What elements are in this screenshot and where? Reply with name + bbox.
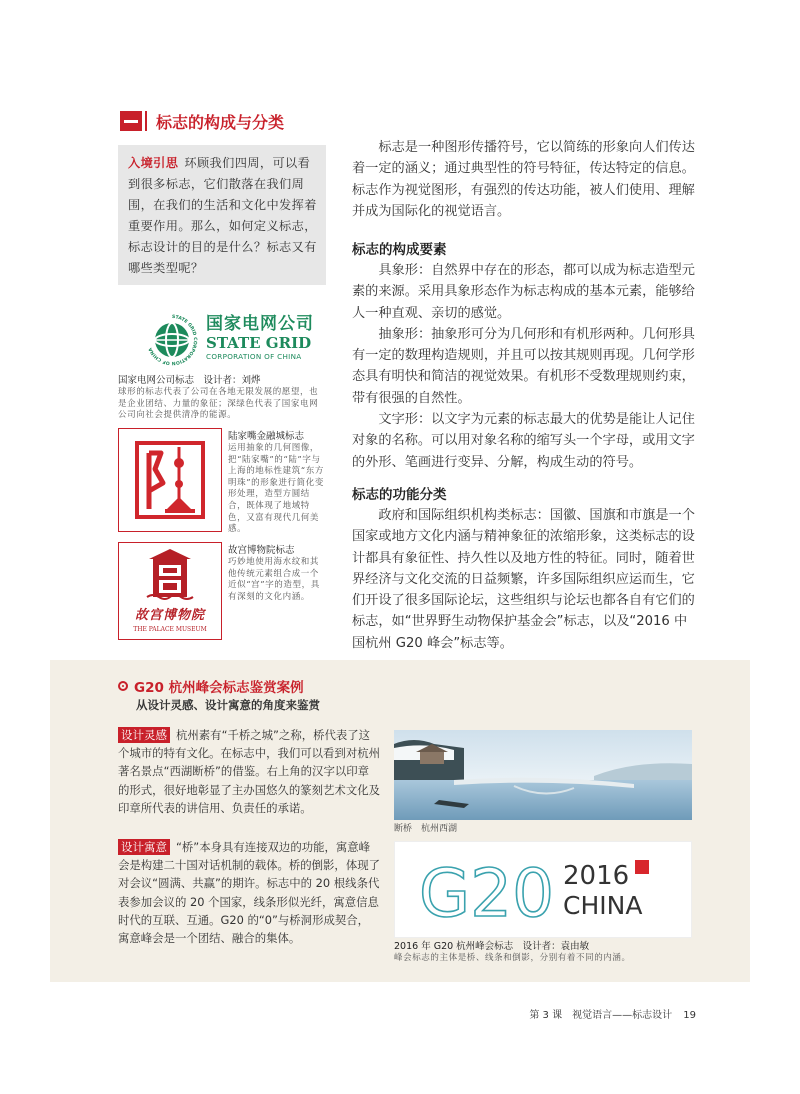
target-icon [118, 681, 128, 691]
intro-text: 环顾我们四周，可以看到很多标志，它们散落在我们周围，在我们的生活和文化中发挥着重要作用。那么，如何定义标志，标志设计的目的是什么？标志又有哪些类型呢？ [128, 156, 317, 275]
palace-cn-name: 故宫博物院 [134, 608, 205, 623]
inspiration-block [118, 726, 380, 817]
photo-caption: 断桥 杭州西湖 [394, 824, 458, 834]
g20-caption-text: 峰会标志的主体是桥、线条和倒影，分别有着不同的内涵。 [394, 953, 631, 963]
palace-emblem-icon [119, 543, 221, 603]
lujiazui-caption [228, 431, 324, 536]
intro-paragraph: 标志是一种图形传播符号，它以简练的形象向人们传达着一定的涵义；通过典型性的符号特征，传达特定的信息。标志作为视觉图形，有强烈的传达功能，被人们使用、理解并成为国际化的视觉语言。 [352, 140, 695, 219]
g20-caption [394, 941, 694, 965]
g20-country-text: CHINA [563, 891, 643, 920]
broken-bridge-image [394, 730, 692, 820]
composition-heading: 标志的构成要素 [352, 242, 447, 258]
feature-title [118, 676, 304, 696]
state-grid-caption-title: 国家电网公司标志 设计者：刘烨 [118, 375, 261, 386]
meaning-block [118, 838, 380, 947]
page-footer [529, 1006, 696, 1021]
g20-seal-icon [635, 860, 649, 874]
page-number: 19 [683, 1010, 696, 1021]
lujiazui-caption-title: 陆家嘴金融城标志 [228, 431, 305, 442]
g20-mark-text: G20 [419, 855, 555, 932]
intro-paragraph-block [352, 137, 696, 222]
g20-caption-title: 2016 年 G20 杭州峰会标志 设计者：袁由敏 [394, 941, 590, 952]
composition-paragraph-text: 文字形：以文字为元素的标志最大的优势是能让人记住对象的名称。可以用对象名称的缩写头一个字母，或用文字的外形、笔画进行变异、分解，构成生动的符号。 [352, 412, 695, 470]
palace-caption-title: 故宫博物院标志 [228, 545, 295, 556]
function-heading: 标志的功能分类 [352, 487, 447, 503]
state-grid-cn-name: 国家电网公司 [206, 314, 314, 334]
function-block [352, 505, 696, 654]
composition-paragraph-abstract: 抽象形：抽象形可分为几何形和有机形两种。几何形具有一定的数理构造规则，并且可以按其规则再现。几何学形态具有明快和简洁的视觉效果。有机形不受数理规则约束，带有很强的自然性。 [352, 326, 695, 406]
state-grid-caption [118, 375, 324, 422]
lujiazui-logo [118, 428, 222, 532]
meaning-text: “桥”本身具有连接双边的功能，寓意峰会是构建二十国对话机制的载体。桥的倒影，体现了对会议“圆满、共赢”的期许。标志中的 20 根线条代表参加会议的 20 个国家，线条形似光纤，寓意信息时代的互联、互通。G20 的“0”与桥洞形成契合，寓意峰会是一个团结、融合的集体。 [118, 840, 380, 946]
state-grid-wordmark [206, 314, 321, 361]
composition-paragraph-concrete: 具象形：自然界中存在的形态，都可以成为标志造型元素的来源。采用具象形态作为标志构成的基本元素，能够给人一种直观、亲切的感觉。 [352, 263, 695, 321]
state-grid-ring-text: STATE GRID CORPORATION OF CHINA [148, 314, 198, 366]
state-grid-en-sub: CORPORATION OF CHINA [206, 352, 302, 361]
state-grid-caption-text: 球形的标志代表了公司在各地无限发展的愿望，也是企业团结、力量的象征；深绿色代表了国家电网公司向社会提供清净的能源。 [118, 387, 319, 421]
feature-subtitle: 从设计灵感、设计寓意的角度来鉴赏 [136, 698, 320, 712]
palace-caption [228, 545, 324, 603]
meaning-tag: 设计寓意 [118, 839, 170, 855]
broken-bridge-photo [394, 730, 692, 820]
composition-block [352, 260, 696, 473]
inspiration-text: 杭州素有“千桥之城”之称，桥代表了这个城市的特有文化。在标志中，我们可以看到对杭州著名景点“西湖断桥”的借鉴。右上角的汉字以印章的形式，很好地彰显了主办国悠久的篆刻艺术文化及印章所代表的讲信用、负责任的承诺。 [118, 728, 380, 815]
intro-box [118, 145, 326, 285]
g20-logo [394, 841, 692, 938]
intro-lead: 入境引思 [128, 156, 179, 170]
palace-en-name: THE PALACE MUSEUM [133, 626, 207, 633]
feature-title-text: G20 杭州峰会标志鉴赏案例 [134, 680, 304, 696]
palace-museum-logo [118, 542, 222, 640]
palace-caption-text: 巧妙地使用海水纹和其他传统元素组合成一个近似“宫”字的造型，具有深刻的文化内涵。 [228, 557, 320, 602]
g20-year-text: 2016 [563, 861, 630, 891]
inspiration-tag: 设计灵感 [118, 727, 170, 743]
g20-mark-icon [395, 842, 691, 937]
lujiazui-emblem-icon [119, 429, 221, 531]
section-number-mark [120, 111, 142, 131]
function-paragraph: 政府和国际组织机构类标志：国徽、国旗和市旗是一个国家或地方文化内涵与精神象征的浓缩形象，这类标志的设计都具有象征性、持久性以及地方性的特征。同时，随着世界经济与文化交流的日益频繁，许多国际组织应运而生，它们开设了很多国际论坛，这些组织与论坛也都各自有它们的标志，如“世界野生动物保护基金会”标志，以及“2016 中国杭州 G20 峰会”标志等。 [352, 508, 695, 651]
lujiazui-caption-text: 运用抽象的几何图像，把“陆家嘴”的“陆”字与上海的地标性建筑“东方明珠”的形象进行简化变形处理，造型方圆结合，既体现了地域特色，又富有现代几何美感。 [228, 443, 324, 535]
footer-lesson: 第 3 课 视觉语言——标志设计 [529, 1010, 673, 1021]
section-title-text: 标志的构成与分类 [156, 112, 285, 132]
state-grid-en-name: STATE GRID [206, 334, 312, 352]
section-title [120, 108, 284, 134]
